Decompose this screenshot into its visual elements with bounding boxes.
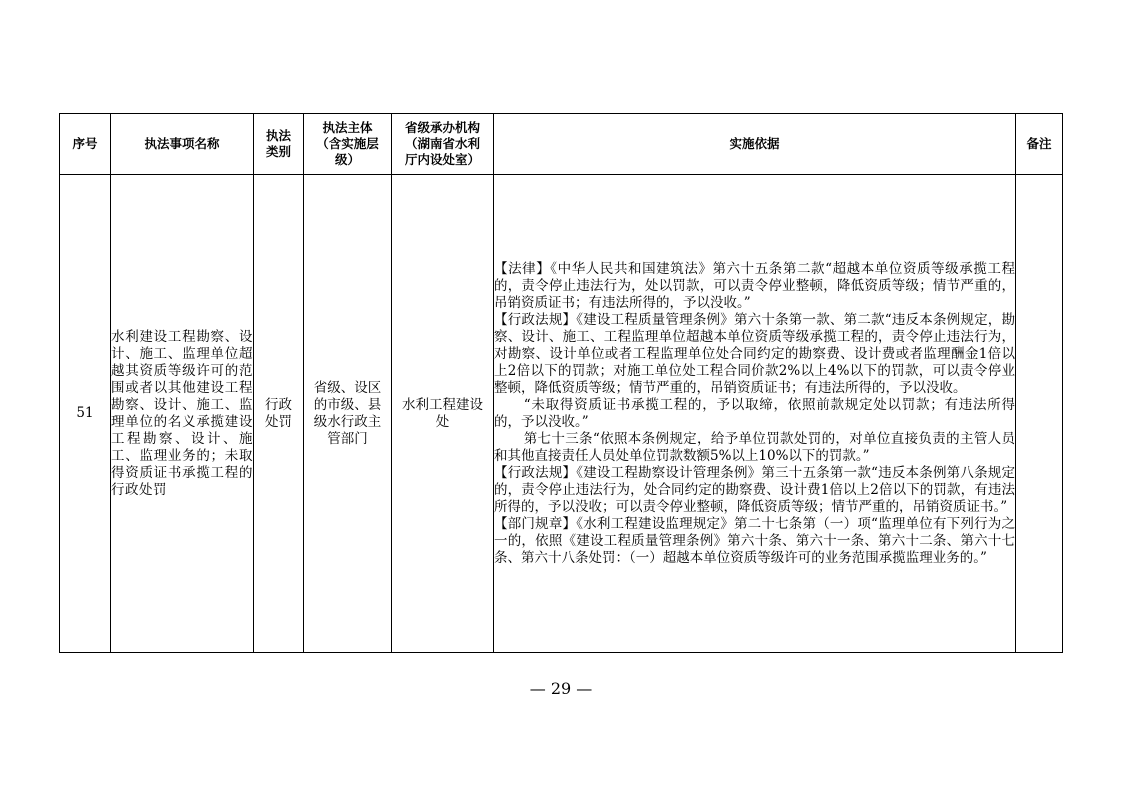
row-category: 行政处罚 xyxy=(254,175,304,653)
header-remark: 备注 xyxy=(1016,114,1063,175)
basis-paragraph: “未取得资质证书承揽工程的，予以取缔，依照前款规定处以罚款；有违法所得的，予以没收。” xyxy=(494,396,1015,430)
page-number: — 29 — xyxy=(529,679,593,698)
header-row xyxy=(60,114,1063,175)
basis-paragraph: 第七十三条“依照本条例规定，给予单位罚款处罚的，对单位直接负责的主管人员和其他直接责任人员处单位罚款数额5%以上10%以下的罚款。” xyxy=(494,430,1015,464)
row-remark xyxy=(1016,175,1063,653)
basis-paragraph: 【法律】《中华人民共和国建筑法》第六十五条第二款“超越本单位资质等级承揽工程的，责令停止违法行为，处以罚款，可以责令停业整顿，降低资质等级；情节严重的，吊销资质证书；有违法所得的，予以没收。” xyxy=(494,260,1015,311)
header-name: 执法事项名称 xyxy=(111,114,254,175)
basis-paragraph: 【行政法规】《建设工程勘察设计管理条例》第三十五条第一款“违反本条例第八条规定的，责令停止违法行为，处合同约定的勘察费、设计费1倍以上2倍以下的罚款，有违法所得的，予以没收；可以责令停业整顿，降低资质等级；情节严重的，吊销资质证书。” xyxy=(494,464,1015,515)
table-row xyxy=(60,175,1063,653)
row-item-name: 水利建设工程勘察、设计、施工、监理单位超越其资质等级许可的范围或者以其他建设工程勘察、设计、施工、监理单位的名义承揽建设工程勘察、设计、施工、监理业务的；未取得资质证书承揽工程的行政处罚 xyxy=(111,175,254,653)
header-basis: 实施依据 xyxy=(494,114,1016,175)
enforcement-table xyxy=(59,113,1063,653)
row-basis xyxy=(494,175,1016,653)
basis-paragraph: 【行政法规】《建设工程质量管理条例》第六十条第一款、第二款“违反本条例规定，勘察、设计、施工、工程监理单位超越本单位资质等级承揽工程的，责令停止违法行为，对勘察、设计单位或者工程监理单位处合同约定的勘察费、设计费或者监理酬金1倍以上2倍以下的罚款；对施工单位处工程合同价款2%以上4%以下的罚款，可以责令停业整顿，降低资质等级；情节严重的，吊销资质证书；有违法所得的，予以没收。 xyxy=(494,311,1015,396)
header-category: 执法类别 xyxy=(254,114,304,175)
row-agency: 水利工程建设处 xyxy=(392,175,494,653)
header-seq: 序号 xyxy=(60,114,111,175)
header-subject: 执法主体（含实施层级） xyxy=(304,114,392,175)
row-subject: 省级、设区的市级、县级水行政主管部门 xyxy=(304,175,392,653)
row-seq: 51 xyxy=(60,175,111,653)
basis-paragraph: 【部门规章】《水利工程建设监理规定》第二十七条第（一）项“监理单位有下列行为之一的，依照《建设工程质量管理条例》第六十条、第六十一条、第六十二条、第六十七条、第六十八条处罚：（一）超越本单位资质等级许可的业务范围承揽监理业务的。” xyxy=(494,515,1015,566)
header-agency: 省级承办机构（湖南省水利厅内设处室） xyxy=(392,114,494,175)
